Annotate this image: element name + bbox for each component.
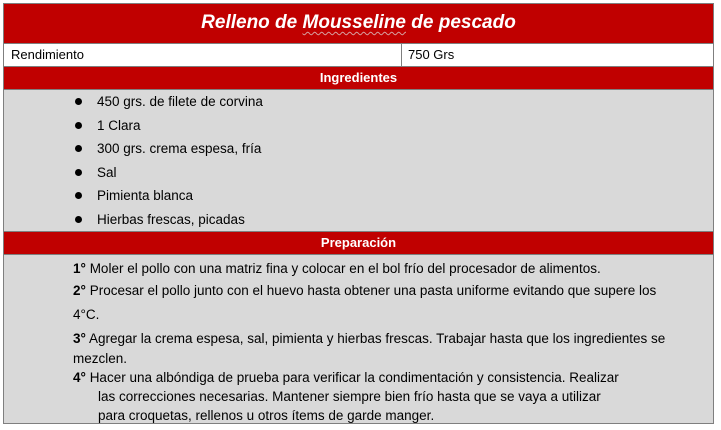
ingredient-text: Hierbas frescas, picadas (97, 211, 245, 227)
title-brand-word: Mousseline (302, 12, 406, 33)
title-part-1: Relleno de (201, 12, 303, 33)
bullet-icon (75, 192, 82, 199)
ingredient-text: 1 Clara (97, 117, 141, 133)
ingredients-list (4, 90, 713, 231)
step-number: 3° (73, 331, 86, 346)
step-text-line: Hacer una albóndiga de prueba para verificar la condimentación y consistencia. Realizar (89, 370, 619, 385)
preparation-heading: Preparación (4, 231, 713, 255)
ingredient-item (4, 137, 713, 161)
step-text-line: para croquetas, rellenos u otros ítems de garde manger. (98, 408, 435, 423)
ingredient-item (4, 90, 713, 114)
bullet-icon (75, 216, 82, 223)
ingredient-text: 450 grs. de filete de corvina (97, 94, 263, 109)
yield-label: Rendimiento (11, 47, 84, 62)
step-text-line: Procesar el pollo junto con el huevo hasta obtener una pasta uniforme evitando que supere los (89, 283, 657, 298)
step-text-line: Moler el pollo con una matriz fina y colocar en el bol frío del procesador de alimentos. (89, 261, 601, 276)
step-number: 1° (73, 261, 86, 276)
bullet-icon (75, 169, 82, 176)
yield-value: 750 Grs (408, 47, 455, 62)
bullet-icon (75, 98, 82, 105)
yield-divider (401, 44, 402, 66)
ingredient-item (4, 208, 713, 232)
recipe-title (4, 4, 713, 44)
bullet-icon (75, 145, 82, 152)
ingredients-heading: Ingredientes (4, 67, 713, 90)
ingredient-item (4, 184, 713, 208)
ingredient-item (4, 161, 713, 185)
step-text-line: las correcciones necesarias. Mantener siempre bien frío hasta que se vaya a utilizar (98, 389, 601, 404)
ingredient-text: Sal (97, 164, 117, 180)
bullet-icon (75, 122, 82, 129)
step-text-line: 4°C. (73, 307, 100, 322)
step-number: 4° (73, 370, 86, 385)
ingredient-text: Pimienta blanca (97, 188, 194, 203)
recipe-card (3, 3, 714, 424)
step-text-line: mezclen. (73, 351, 128, 366)
title-part-2: de pescado (406, 12, 516, 33)
step-text-line: Agregar la crema espesa, sal, pimienta y hierbas frescas. Trabajar hasta que los ingredientes se (88, 331, 666, 346)
step-number: 2° (73, 283, 86, 298)
ingredient-item (4, 114, 713, 138)
yield-row (4, 44, 713, 67)
ingredient-text: 300 grs. crema espesa, fría (97, 141, 262, 156)
